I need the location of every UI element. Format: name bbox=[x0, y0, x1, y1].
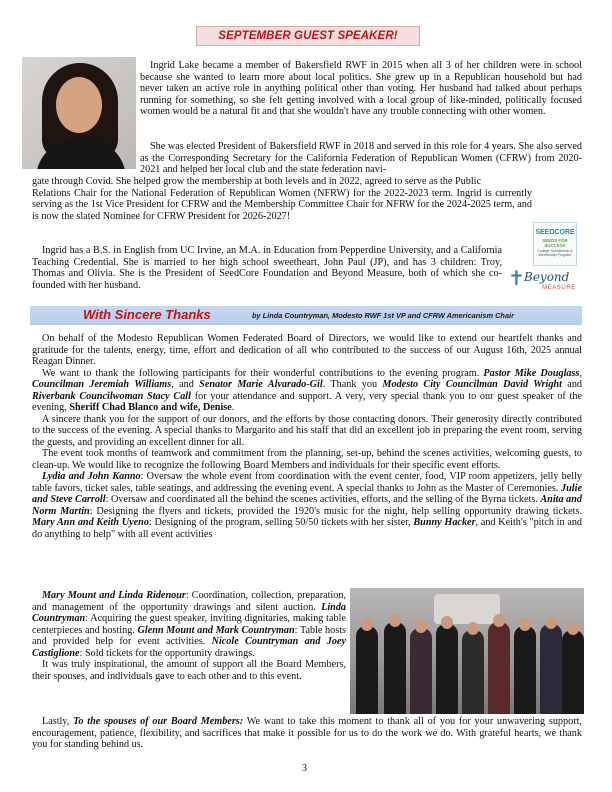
page-number: 3 bbox=[302, 763, 307, 774]
section-title-guest-speaker: SEPTEMBER GUEST SPEAKER! bbox=[196, 26, 420, 46]
guest-speaker-photo bbox=[22, 57, 136, 169]
byline: by Linda Countryman, Modesto RWF 1st VP and CFRW Americanism Chair bbox=[252, 311, 514, 320]
thanks-paragraph-1: On behalf of the Modesto Republican Women Federated Board of Directors, we would like to extend our heartfelt thanks and gratitude for the talents, energy, time, effort and dedication of all who contributed to the success of our August 16th, 2025 annual Reagan Dinner. bbox=[32, 333, 582, 367]
bio-paragraph-2-cont-a: gate through Covid. She helped grow the membership at both levels and in 2022, agreed to serve as the Public bbox=[32, 176, 481, 187]
thanks-paragraph-3: A sincere thank you for the support of our donors, and the efforts by those contacting donors. Their generosity directly contributed to the success of the evening. A special thanks to Margarito and his staff that did an excellent job in preparing the event room, serving the guests, and providing an excellent dinner for all. bbox=[32, 413, 582, 448]
section-header-sincere-thanks bbox=[30, 306, 582, 325]
bio-paragraph-3: Ingrid has a B.S. in English from UC Irvine, an M.A. in Education from Pepperdine University, and a California Teaching Credential. She is married to her high school sweetheart, John Paul (JP), and has 3 children: Troy, Thomas and Olivia. She is the President of SeedCore Foundation and Beyond Measure, both of which she co-founded with her husband. bbox=[32, 245, 502, 291]
thanks-paragraph-4: The event took months of teamwork and commitment from the planning, set-up, behind the scenes activities, welcoming guests, to clean-up. We would like to recognize the following Board Members and individuals for their specific event efforts. bbox=[32, 448, 582, 471]
thanks-paragraph-6: Mary Mount and Linda Ridenour: Coordination, collection, preparation, and management of the opportunity drawings and silent auction. Linda Countryman: Acquiring the guest speaker, inviting dignitaries, making table centerpieces and hosting. Glenn Mount and Mark Countryman: Table hosts and provided help for event activities. Nicole Countryman and Joey Castiglione: Sold tickets for the opportunity drawings. bbox=[32, 590, 347, 659]
beyond-measure-logo: ✝ Beyond MEASURE bbox=[508, 266, 576, 291]
thanks-paragraph-2: We want to thank the following participants for their wonderful contributions to the evening program. Pastor Mike Douglass, Councilman Jeremiah Williams, and Senator Marie Alvarado-Gil. Thank you Modesto City Councilman David Wright and Riverbank Councilwoman Stacy Call for your attendance and support. A very, very special thank you to our guest speaker of the evening, Sheriff Chad Blanco and wife, Denise. bbox=[32, 367, 583, 413]
thanks-paragraph-7: It was truly inspirational, the amount of support all the Board Members, their spouses, and individuals gave to each other and to this event. bbox=[32, 659, 346, 682]
thanks-paragraph-5: Lydia and John Kanno: Oversaw the whole event from coordination with the event center, food, VIP room appetizers, jelly belly table favors, ticket sales, table seatings, and addressing the evening event. A special thanks to John as the Master of Ceremonies. Julie and Steve Carroll: Oversaw and coordinated all the behind the scenes activities, efforts, and the selling of the Byrna tickets. Anita and Norm Martin: Designing the flyers and tickets, provided the 1920's music for the night, help selling opportunity drawing tickets. Mary Ann and Keith Uyeno: Designing of the program, selling 50/50 tickets with her sister, Bunny Hacker, and Keith's "pitch in and do anything to help" with all event activities bbox=[32, 471, 583, 540]
thanks-closing bbox=[32, 716, 582, 751]
bio-paragraph-2-start: She was elected President of Bakersfield RWF in 2018 and served in this role for 4 years. She also served as the Corresponding Secretary for the California Federation of Republican Women (CFRW) from 2020-2021 and helped her local club and the state federation navi- bbox=[140, 141, 582, 175]
section-title-sincere-thanks: With Sincere Thanks bbox=[83, 307, 211, 322]
thanks-paragraph-8: Lastly, To the spouses of our Board Members: We want to take this moment to thank all of you for your unwavering support, encouragement, patience, flexibility, and sacrifices that make it possible for us to do the work we do. With grateful hearts, we thank you for standing behind us. bbox=[32, 716, 582, 750]
thanks-body bbox=[32, 333, 582, 540]
seedcore-logo: SEEDCORE SEEDS FOR SUCCESS College Scholarship & Mentorship Program bbox=[533, 222, 577, 266]
thanks-body-left-column bbox=[32, 590, 346, 682]
bio-paragraph-2-cont-b: Relations Chair for the National Federation of Republican Women (NFRW) for the 2022-2023 term. Ingrid is currently serving as the 1st Vice President for CFRW and the Membership Committee Chair for NFRW for the 2024-2025 term, and is now the slated Nominee for CFRW President for 2026-2027! bbox=[32, 187, 532, 222]
cross-icon: ✝ bbox=[508, 266, 525, 290]
board-members-group-photo bbox=[350, 588, 584, 714]
bio-paragraph-1: Ingrid Lake became a member of Bakersfield RWF in 2015 when all 3 of her children were in school because she wanted to learn more about local politics. She grew up in a Republican household but had never taken an active role in anything political other than voting. Her husband had talked about perhaps running for something, so she felt getting involved with a local group of like-minded, politically focused women would be a natural fit and that she wouldn't have any trouble connecting with other women. bbox=[140, 60, 582, 117]
